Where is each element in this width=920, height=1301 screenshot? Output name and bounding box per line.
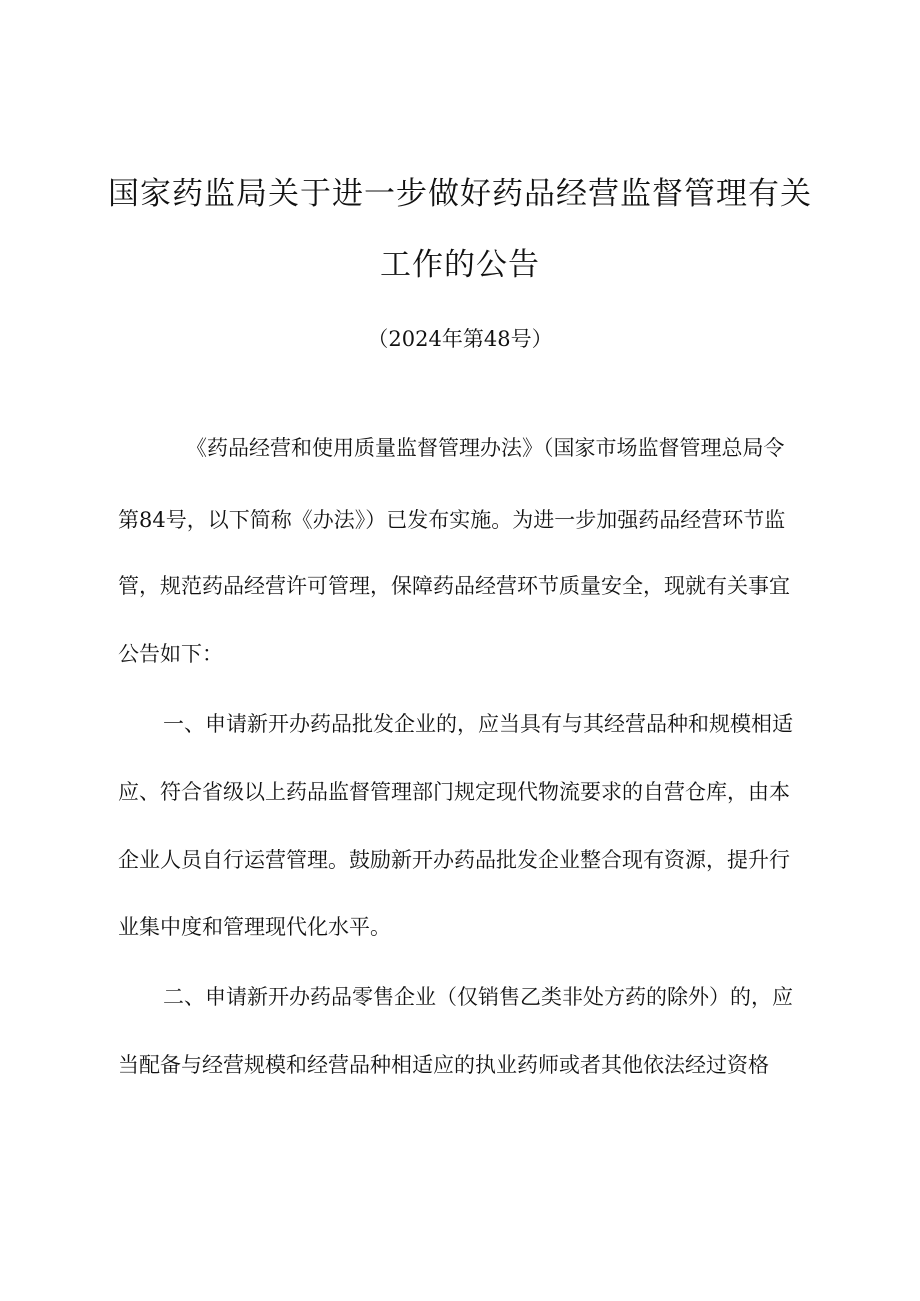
paragraph-line: 应、符合省级以上药品监督管理部门规定现代物流要求的自营仓库，由本 (118, 780, 790, 804)
paragraph-line: 管，规范药品经营许可管理，保障药品经营环节质量安全，现就有关事宜 (118, 574, 790, 598)
paragraph-line: 一、申请新开办药品批发企业的，应当具有与其经营品种和规模相适 (163, 712, 793, 736)
paragraph-line: 业集中度和管理现代化水平。 (118, 915, 391, 939)
paragraph-line: 《药品经营和使用质量监督管理办法》（国家市场监督管理总局令 (186, 436, 785, 460)
document-number: （2024年第48号） (367, 327, 553, 351)
paragraph-line: 当配备与经营规模和经营品种相适应的执业药师或者其他依法经过资格 (118, 1053, 769, 1077)
paragraph-line: 第84号，以下简称《办法》）已发布实施。为进一步加强药品经营环节监 (118, 508, 786, 532)
document-title-line-2: 工作的公告 (380, 247, 540, 283)
paragraph-line: 企业人员自行运营管理。鼓励新开办药品批发企业整合现有资源，提升行 (118, 848, 790, 872)
paragraph-line: 二、申请新开办药品零售企业（仅销售乙类非处方药的除外）的，应 (163, 985, 793, 1009)
paragraph-line: 公告如下： (118, 642, 223, 666)
document-title-line-1: 国家药监局关于进一步做好药品经营监督管理有关 (108, 176, 812, 212)
